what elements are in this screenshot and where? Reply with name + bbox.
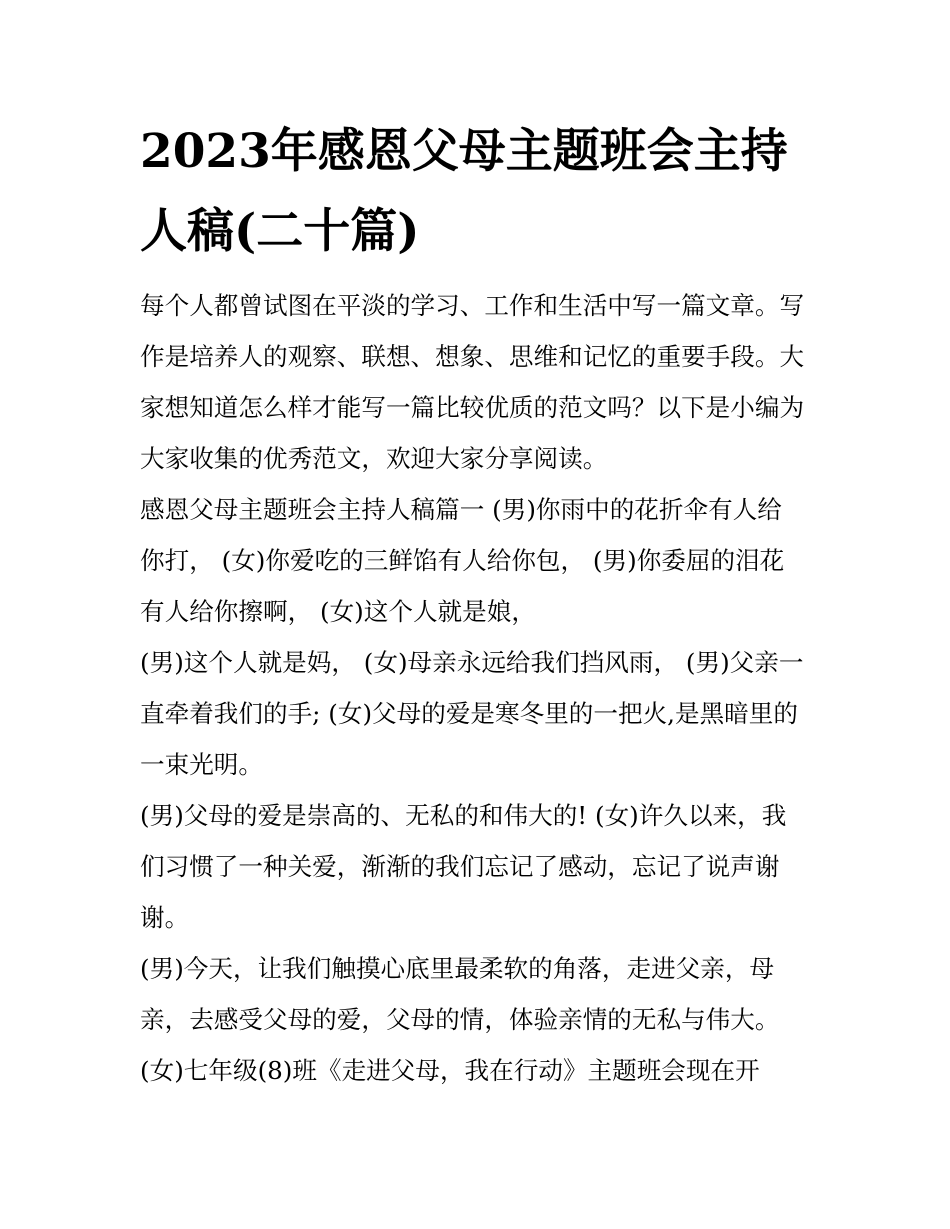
body-line: 有人给你擦啊， (女)这个人就是娘， xyxy=(140,597,536,626)
document-body xyxy=(140,280,820,1096)
body-line: 大家收集的优秀范文，欢迎大家分享阅读。 xyxy=(140,444,608,473)
body-line: (男)这个人就是妈， (女)母亲永远给我们挡风雨， (男)父亲一 xyxy=(140,648,804,677)
body-line: 你打， (女)你爱吃的三鲜馅有人给你包， (男)你委屈的泪花 xyxy=(140,546,785,575)
title-line: 人稿(二十篇) xyxy=(140,204,420,259)
title-line: 2023年感恩父母主题班会主持 xyxy=(140,124,788,179)
body-line: 亲，去感受父母的爱，父母的情，体验亲情的无私与伟大。 xyxy=(140,1005,780,1034)
body-line: 谢。 xyxy=(140,903,190,932)
body-line: (男)父母的爱是崇高的、无私的和伟大的! (女)许久以来，我 xyxy=(140,801,787,830)
document-title xyxy=(140,112,820,272)
body-line: 一束光明。 xyxy=(140,750,263,779)
body-line: (男)今天，让我们触摸心底里最柔软的角落，走进父亲，母 xyxy=(140,954,775,983)
body-line: 直牵着我们的手; (女)父母的爱是寒冬里的一把火,是黑暗里的 xyxy=(140,699,798,728)
body-line: 每个人都曾试图在平淡的学习、工作和生活中写一篇文章。写 xyxy=(140,291,805,320)
body-line: (女)七年级(8)班《走进父母，我在行动》主题班会现在开 xyxy=(140,1056,760,1085)
body-line: 家想知道怎么样才能写一篇比较优质的范文吗？以下是小编为 xyxy=(140,393,805,422)
body-line: 作是培养人的观察、联想、想象、思维和记忆的重要手段。大 xyxy=(140,342,805,371)
body-line: 感恩父母主题班会主持人稿篇一 (男)你雨中的花折伞有人给 xyxy=(140,495,782,524)
body-line: 们习惯了一种关爱，渐渐的我们忘记了感动，忘记了说声谢 xyxy=(140,852,780,881)
